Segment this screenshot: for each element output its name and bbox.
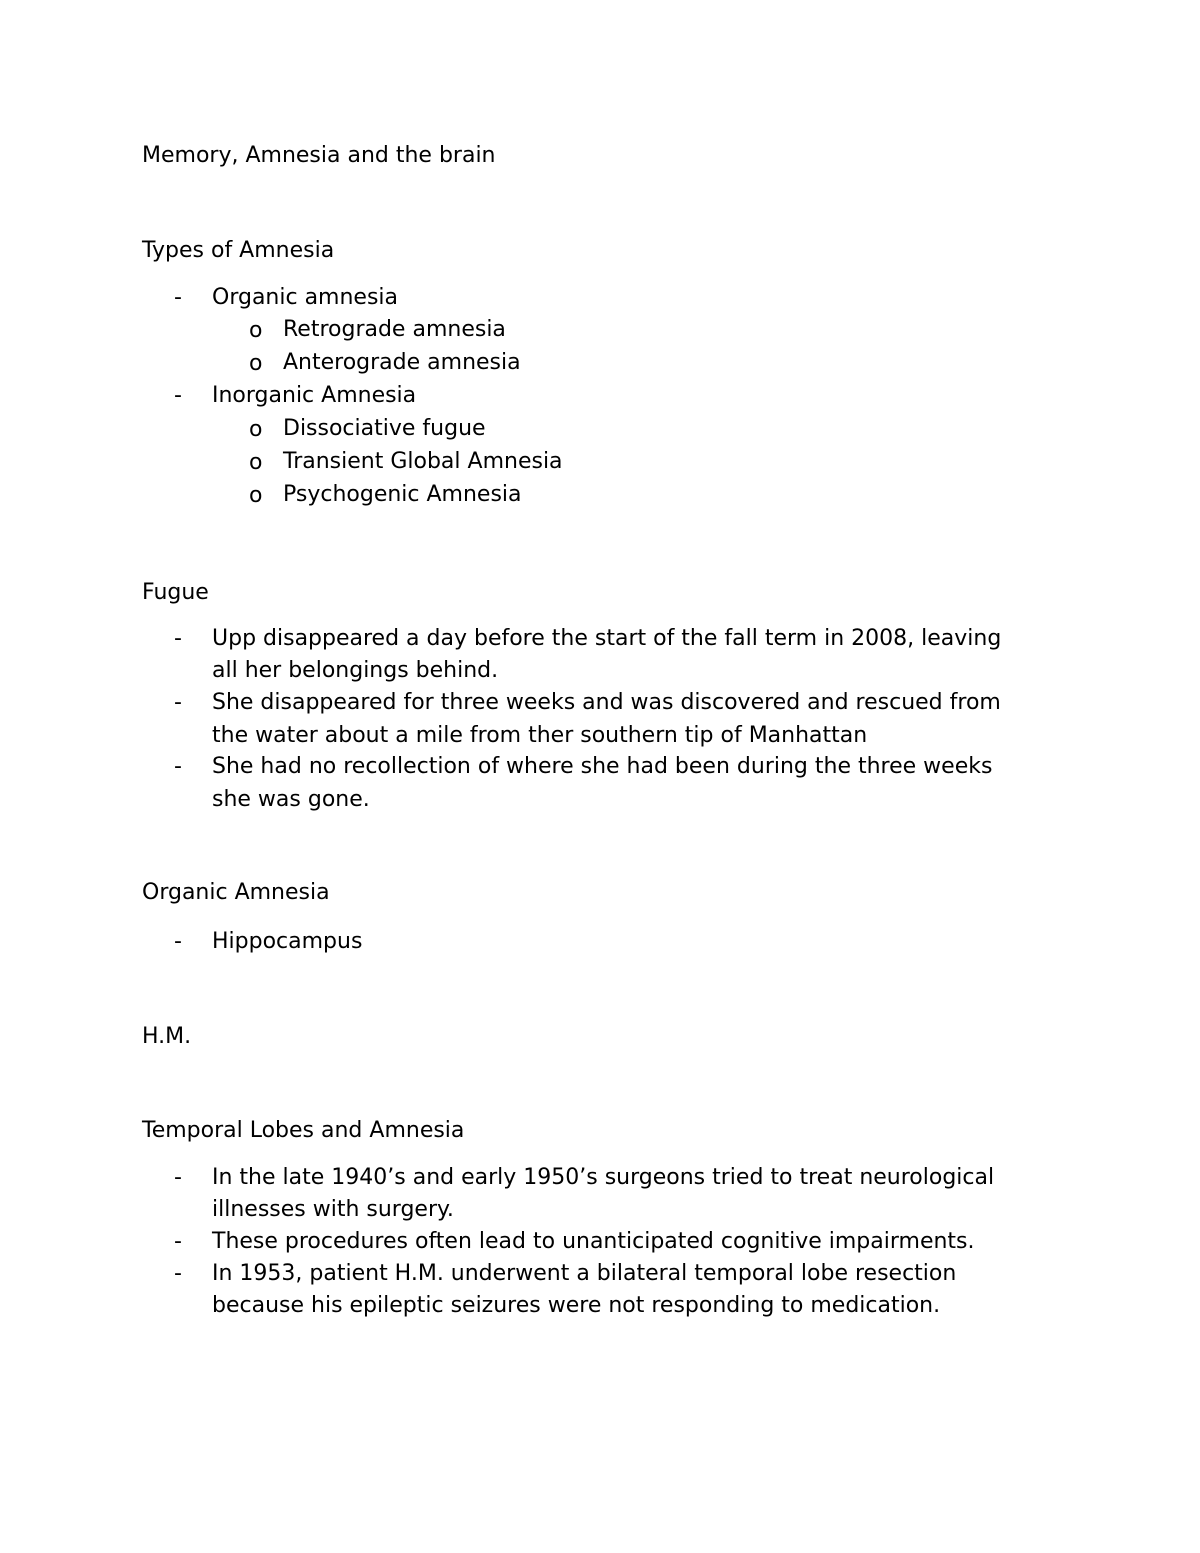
- bullet-dash: -: [174, 1165, 182, 1190]
- list-item-anterograde: Anterograde amnesia: [283, 350, 521, 375]
- bullet-dash: -: [174, 929, 182, 954]
- bullet-dash: -: [174, 1261, 182, 1286]
- section-heading-fugue: Fugue: [142, 580, 209, 605]
- bullet-circle: o: [249, 351, 263, 376]
- temporal-bullet-3-line-1: In 1953, patient H.M. underwent a bilateral temporal lobe resection: [212, 1261, 957, 1286]
- fugue-bullet-1-line-1: Upp disappeared a day before the start of the fall term in 2008, leaving: [212, 626, 1002, 651]
- section-heading-organic-amnesia: Organic Amnesia: [142, 880, 330, 905]
- fugue-bullet-3-line-1: She had no recollection of where she had been during the three weeks: [212, 754, 993, 779]
- section-heading-temporal-lobes: Temporal Lobes and Amnesia: [142, 1118, 465, 1143]
- temporal-bullet-1-line-1: In the late 1940’s and early 1950’s surgeons tried to treat neurological: [212, 1165, 995, 1190]
- bullet-dash: -: [174, 1229, 182, 1254]
- list-item-dissociative-fugue: Dissociative fugue: [283, 416, 486, 441]
- list-item-psychogenic: Psychogenic Amnesia: [283, 482, 522, 507]
- list-item-inorganic-amnesia: Inorganic Amnesia: [212, 383, 417, 408]
- bullet-circle: o: [249, 318, 263, 343]
- bullet-dash: -: [174, 383, 182, 408]
- section-heading-types: Types of Amnesia: [142, 238, 335, 263]
- document-title: Memory, Amnesia and the brain: [142, 143, 496, 168]
- bullet-circle: o: [249, 417, 263, 442]
- temporal-bullet-1-line-2: illnesses with surgery.: [212, 1197, 454, 1222]
- list-item-organic-amnesia: Organic amnesia: [212, 285, 399, 310]
- section-heading-hm: H.M.: [142, 1024, 192, 1049]
- bullet-circle: o: [249, 483, 263, 508]
- list-item-transient-global: Transient Global Amnesia: [283, 449, 563, 474]
- temporal-bullet-3-line-2: because his epileptic seizures were not responding to medication.: [212, 1293, 941, 1318]
- fugue-bullet-2-line-1: She disappeared for three weeks and was discovered and rescued from: [212, 690, 1001, 715]
- fugue-bullet-1-line-2: all her belongings behind.: [212, 658, 499, 683]
- list-item-hippocampus: Hippocampus: [212, 929, 363, 954]
- list-item-retrograde: Retrograde amnesia: [283, 317, 506, 342]
- bullet-dash: -: [174, 690, 182, 715]
- bullet-circle: o: [249, 450, 263, 475]
- bullet-dash: -: [174, 626, 182, 651]
- fugue-bullet-2-line-2: the water about a mile from ther southern tip of Manhattan: [212, 723, 868, 748]
- temporal-bullet-2-line-1: These procedures often lead to unanticipated cognitive impairments.: [212, 1229, 975, 1254]
- bullet-dash: -: [174, 285, 182, 310]
- bullet-dash: -: [174, 754, 182, 779]
- fugue-bullet-3-line-2: she was gone.: [212, 787, 370, 812]
